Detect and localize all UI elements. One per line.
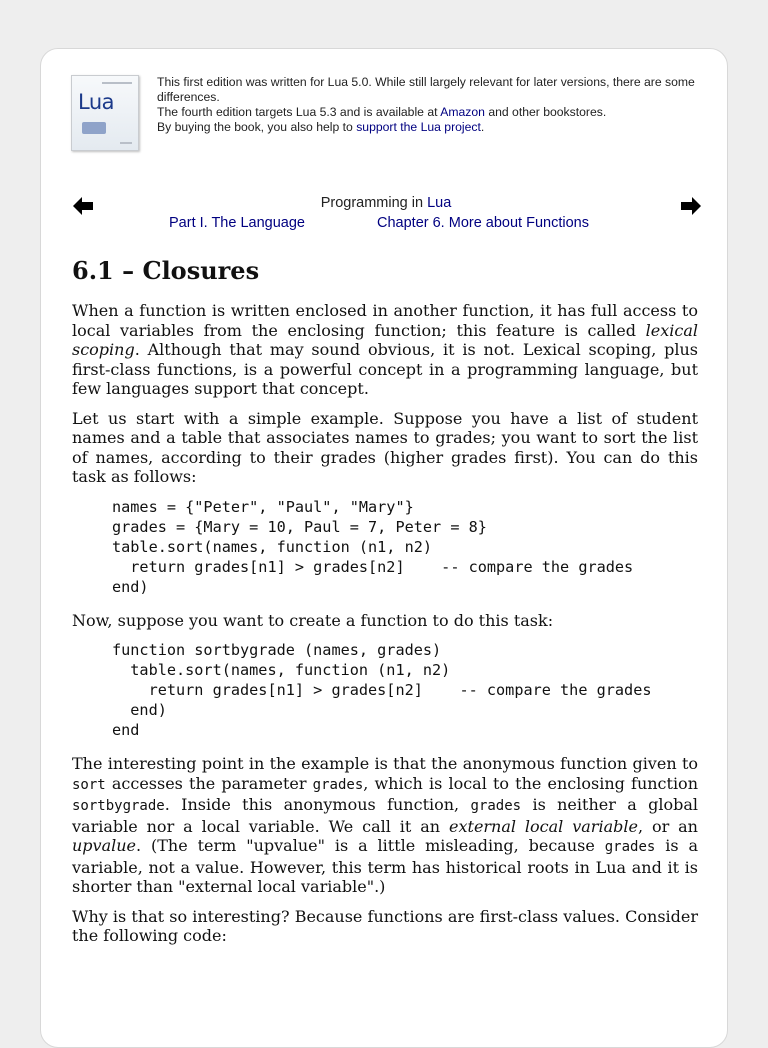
- chapter-link[interactable]: Chapter 6. More about Functions: [377, 215, 589, 231]
- emphasis: upvalue: [72, 836, 137, 855]
- inline-code: grades: [312, 776, 364, 793]
- paragraph: [72, 301, 698, 399]
- code-block: names = {"Peter", "Paul", "Mary"} grades = {Mary = 10, Paul = 7, Peter = 8} table.sort(names, function (n1, n2) return grades[n1] > grades[n2] -- compare the grades end): [112, 497, 634, 596]
- paragraph: Why is that so interesting? Because functions are first-class values. Consider the following code:: [72, 906, 698, 945]
- book-title: [71, 195, 701, 211]
- text-span: . Inside this anonymous function,: [164, 795, 471, 814]
- section-heading: 6.1 – Closures: [72, 256, 260, 285]
- notice-text: [157, 75, 717, 135]
- cover-decoration: [102, 82, 132, 84]
- text-span: , which is local to the enclosing function: [363, 773, 698, 793]
- book-cover-image[interactable]: [71, 75, 139, 151]
- cover-title: Lua: [78, 90, 115, 114]
- code-block: function sortbygrade (names, grades) table.sort(names, function (n1, n2) return grades[n1] > grades[n2] -- compare the grades end) end: [112, 641, 652, 739]
- text-span: When a function is written enclosed in another function, it has full access to local variables from the enclosing function; this feature is called: [72, 301, 698, 340]
- notice-text-span: The fourth edition targets Lua 5.3 and is available at: [157, 105, 441, 119]
- notice-text-span: By buying the book, you also help to: [157, 120, 357, 134]
- article: [72, 257, 698, 956]
- text-span: The interesting point in the example is that the anonymous function given to: [72, 754, 698, 773]
- part-link[interactable]: Part I. The Language: [169, 215, 305, 231]
- notice-text-span: .: [480, 120, 485, 134]
- amazon-link[interactable]: Amazon: [440, 105, 485, 119]
- inline-code: grades: [470, 798, 522, 814]
- inline-code: grades: [604, 839, 656, 855]
- text-span: accesses the parameter: [105, 773, 313, 793]
- paragraph: Now, suppose you want to create a function to do this task:: [72, 610, 554, 630]
- text-span: , or an: [637, 816, 698, 836]
- text-span: is neither a global variable nor a local variable. We call it an: [72, 795, 699, 836]
- inline-code: sort: [72, 776, 106, 793]
- lua-link[interactable]: Lua: [427, 195, 452, 211]
- notice-line: [157, 105, 717, 120]
- book-title-text: Programming in: [320, 195, 428, 211]
- text-span: is a variable, not a value. However, this term has historical roots in Lua and it is shorter than "external local variable".): [72, 836, 699, 896]
- chapter-navigation: [71, 195, 701, 239]
- cover-edition-mark: [82, 122, 106, 134]
- paragraph: [72, 754, 698, 897]
- support-lua-link[interactable]: support the Lua project: [356, 120, 481, 134]
- notice-text-span: and other bookstores.: [484, 105, 607, 119]
- emphasis: lexical scoping: [72, 320, 698, 359]
- inline-code: sortbygrade: [72, 798, 165, 814]
- page-card: [40, 48, 728, 1048]
- notice-line: [157, 120, 717, 135]
- notice-line: This first edition was written for Lua 5.0. While still largely relevant for later versions, there are some differences.: [157, 75, 695, 104]
- text-span: . Although that may sound obvious, it is not. Lexical scoping, plus first-class functions, is a powerful concept in a programming language, but few languages support that concept.: [72, 340, 698, 398]
- edition-notice: [71, 75, 711, 155]
- emphasis: external local variable: [449, 816, 638, 836]
- text-span: . (The term "upvalue" is a little misleading, because: [136, 836, 605, 855]
- cover-decoration: [120, 142, 132, 144]
- arrow-right-icon[interactable]: [681, 197, 701, 215]
- paragraph: Let us start with a simple example. Suppose you have a list of student names and a table that associates names to grades; you want to sort the list of names, according to their grades (higher grades first). You can do this task as follows:: [72, 408, 698, 486]
